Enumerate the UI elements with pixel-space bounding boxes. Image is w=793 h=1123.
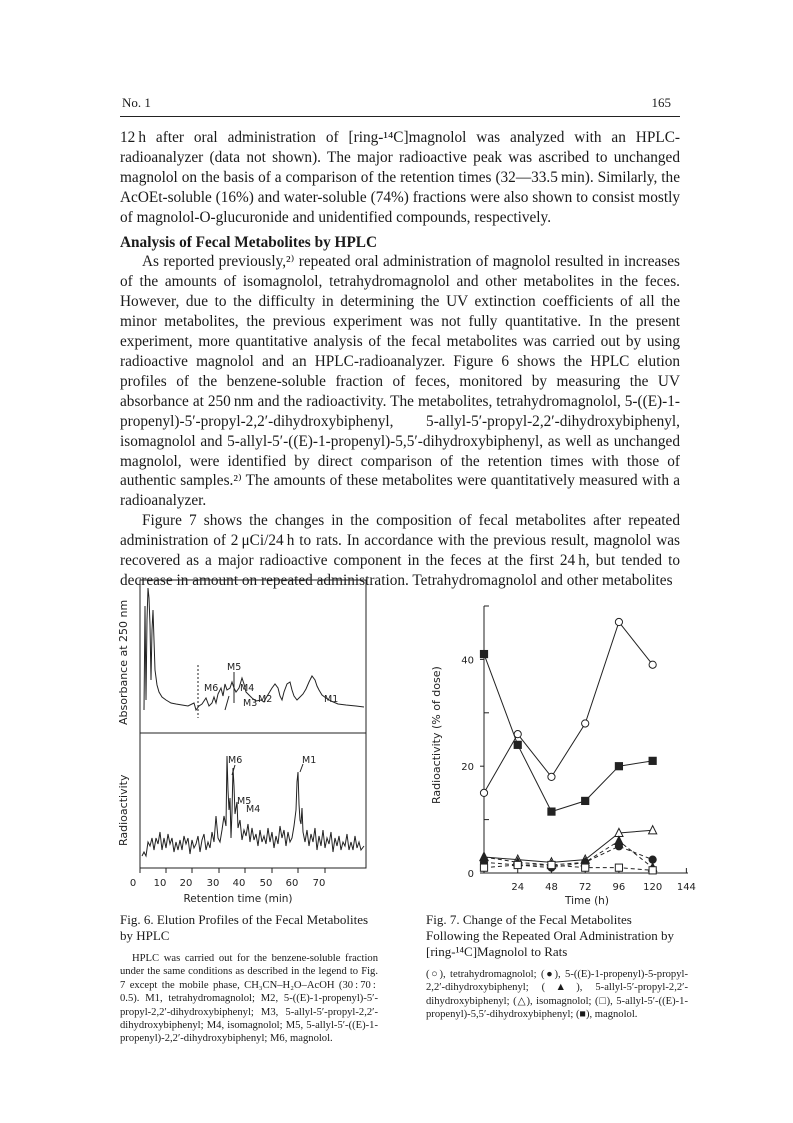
figure-6-caption-title: Fig. 6. Elution Profiles of the Fecal Metabolites by HPLC [120, 912, 369, 943]
running-header-journal-issue: No. 1 [122, 95, 151, 110]
section-heading: Analysis of Fecal Metabolites by HPLC [120, 233, 378, 251]
peak-label-m4: M4 [246, 804, 261, 815]
x-tick-label: 40 [232, 878, 246, 889]
x-tick-label: 144 [676, 882, 696, 893]
data-point-open-circle [480, 789, 487, 796]
peak-label-m6: M6 [228, 755, 243, 766]
series-filled_square [480, 650, 656, 815]
series-line [484, 830, 653, 862]
data-point-open-circle [548, 773, 555, 780]
x-tick-label: 30 [206, 878, 220, 889]
data-point-filled-square [615, 763, 622, 770]
peak-label-m3: M3 [243, 698, 258, 709]
chart-axes [461, 606, 696, 893]
series-line [484, 841, 653, 868]
data-point-filled-square [480, 650, 487, 657]
paragraph: As reported previously,²⁾ repeated oral administration of magnolol resulted in increases of the amounts of isomagnolol, tetrahydromagnolol and other metabolites in the feces. However, due to the difficulty in determining the UV extinction coefficients of all the minor metabolites, the previous experiment was not fully quantitative. In the present experiment, more quantitative analysis of the fecal metabolites was carried out by using radioactive magnolol and an HPLC-radioanalyzer. Figure 6 shows the HPLC elution profiles of the benzene-soluble fraction of feces, monitored by measuring the UV absorbance at 250 nm and the radioactivity. The metabolites, tetrahydromagnolol, 5-((E)-1-propenyl)-5′-propyl-2,2′-dihydroxybiphenyl, 5-allyl-5′-propyl-2,2′-dihydroxybiphenyl, isomagnolol and 5-allyl-5′-((E)-1-propenyl)-5,5′-dihydroxybiphenyl, as well as unchanged magnolol, were identified by direct comparison of the retention times with those of authentic samples.²⁾ The amounts of these metabolites were quantitatively measured with a radioanalyzer. [120, 253, 680, 510]
header-rule [120, 116, 680, 117]
data-point-filled-square [548, 808, 555, 815]
y-axis-label-absorbance: Absorbance at 250 nm [117, 599, 130, 725]
peak-label-m5: M5 [237, 796, 252, 807]
x-tick-label: 50 [259, 878, 273, 889]
x-tick-label: 96 [612, 882, 626, 893]
y-axis-label-radioactivity: Radioactivity [117, 774, 130, 846]
page-number: 165 [651, 95, 671, 110]
figure-7-caption-title: Fig. 7. Change of the Fecal Metabolites Following the Repeated Oral Administration by [ring-¹⁴C]Magnolol to Rats [426, 912, 675, 959]
peak-label-m2: M2 [258, 694, 273, 705]
x-tick-marks [140, 868, 325, 873]
peak-label-m5: M5 [227, 662, 242, 673]
peak-label-m6: M6 [204, 683, 219, 694]
x-tick-label: 72 [578, 882, 592, 893]
series-filled_circle [480, 843, 656, 872]
series-line [484, 654, 653, 812]
x-tick-labels [130, 878, 326, 889]
data-point-open-square [514, 861, 521, 868]
x-axis-label: Time (h) [565, 895, 609, 907]
series-line [484, 865, 653, 870]
data-point-open-square [582, 864, 589, 871]
peak-label-m1: M1 [302, 755, 317, 766]
figure-7 [422, 606, 696, 907]
data-point-open-circle [582, 720, 589, 727]
plot-frame [140, 580, 366, 868]
paragraph: Figure 7 shows the changes in the composition of fecal metabolites after repeated administration of 2 μCi/24 h to rats. In accordance with the previous result, magnolol was recovered as a major radioactive component in the feces at the first 24 h, but tended to decrease in amount on repeated administration. Tetrahydromagnolol and other metabolites [120, 512, 680, 589]
series-open_triangle [480, 826, 657, 866]
data-point-open-circle [615, 618, 622, 625]
peak-label-m4: M4 [240, 683, 255, 694]
figure-7-caption [426, 912, 688, 1022]
series-open_circle [480, 618, 656, 796]
data-point-filled-square [582, 797, 589, 804]
x-tick-label: 70 [312, 878, 326, 889]
y-tick-label: 0 [467, 869, 474, 880]
data-point-filled-square [514, 741, 521, 748]
x-tick-label: 24 [511, 882, 525, 893]
x-tick-label: 60 [285, 878, 299, 889]
paragraph: 12 h after oral administration of [ring-¹⁴C]magnolol was analyzed with an HPLC-radioanalyzer (data not shown). The major radioactive peak was ascribed to unchanged magnolol on the basis of a comparison of the retention times (32—33.5 min). Similarly, the AcOEt-soluble (16%) and water-soluble (74%) fractions were also shown to consist mostly of magnolol-O-glucuronide and unidentified compounds, respectively. [120, 129, 680, 226]
series-line [484, 622, 653, 793]
figure-6-caption-note: HPLC was carried out for the benzene-soluble fraction under the same conditions as described in the legend to Fig. 7 except the mobile phase, CH₃CN–H₂O–AcOH (30 : 70 : 0.5). M1, tetrahydromagnolol; M2, 5-((E)-1-propenyl)-5′-propyl-2,2′-dihydroxybiphenyl; M3, 5-allyl-5′-propyl-2,2′-dihydroxybiphenyl; M4, isomagnolol; M5, 5-allyl-5′-((E)-1-propenyl)-2,2′-dihydroxybiphenyl; M6, magnolol. [120, 953, 378, 1045]
article-body [120, 128, 680, 591]
figure-6 [106, 580, 368, 908]
data-point-open-square [480, 864, 487, 871]
x-tick-label: 120 [643, 882, 663, 893]
data-point-open-square [615, 864, 622, 871]
y-tick-label: 20 [461, 762, 474, 774]
data-point-open-circle [649, 661, 656, 668]
data-point-filled-circle [649, 856, 656, 863]
data-point-open-triangle [649, 826, 657, 834]
data-point-open-square [548, 861, 555, 868]
data-point-filled-square [649, 757, 656, 764]
figure-6-caption [120, 912, 378, 1046]
x-axis-label: Retention time (min) [183, 893, 293, 905]
data-point-filled-circle [615, 843, 622, 850]
y-axis-label: Radioactivity (% of dose) [430, 666, 443, 804]
m6-pointer [225, 696, 229, 710]
x-tick-label: 0 [129, 878, 137, 889]
y-tick-label: 40 [461, 655, 474, 667]
data-point-open-square [649, 867, 656, 874]
series-line [484, 846, 653, 867]
figure-7-chart [422, 606, 696, 907]
uv-peak-labels [204, 662, 338, 709]
figure-6-plot [106, 580, 368, 908]
radio-peak-labels [228, 755, 316, 815]
peak-label-m1: M1 [324, 694, 339, 705]
x-tick-label: 20 [179, 878, 193, 889]
x-tick-label: 10 [153, 878, 167, 889]
figure-7-caption-note: (○), tetrahydromagnolol; (●), 5-((E)-1-propenyl)-5-propyl-2,2′-dihydroxybiphenyl; (▲), 5-allyl-5′-propyl-2,2′-dihydroxybiphenyl; (△), isomagnolol; (□), 5-allyl-5′-((E)-1-propenyl)-5,5′-dihydroxybiphenyl; (■), magnolol. [426, 969, 688, 1021]
chart-series [480, 618, 657, 874]
x-tick-label: 48 [545, 882, 558, 893]
